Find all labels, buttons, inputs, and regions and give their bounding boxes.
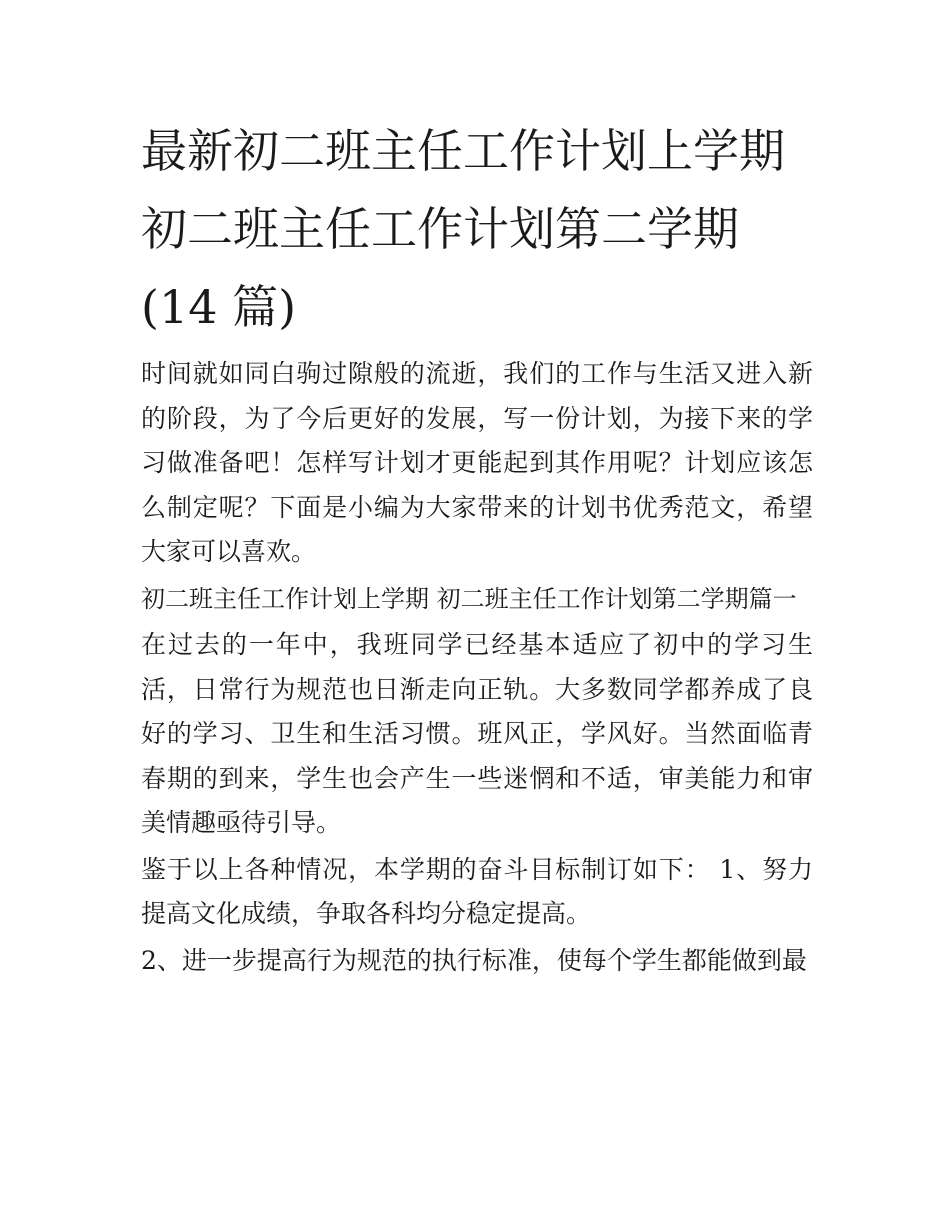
body-paragraph: 2、进一步提高行为规范的执行标准，使每个学生都能做到最 <box>141 945 807 975</box>
section-heading: 初二班主任工作计划上学期 初二班主任工作计划第二学期篇一 <box>141 584 797 613</box>
body-paragraph: 在过去的一年中，我班同学已经基本适应了初中的学习生活，日常行为规范也日渐走向正轨。大多数同学都养成了良好的学习、卫生和生活习惯。班风正，学风好。当然面临青春期的到来，学生也会产生一些迷惘和不适，审美能力和审美情趣亟待引导。 <box>141 630 813 837</box>
document-title: 最新初二班主任工作计划上学期 初二班主任工作计划第二学期(14 篇) <box>141 124 785 334</box>
document-page <box>141 112 813 985</box>
intro-paragraph: 时间就如同白驹过隙般的流逝，我们的工作与生活又进入新的阶段，为了今后更好的发展，写一份计划，为接下来的学习做准备吧！怎样写计划才更能起到其作用呢？计划应该怎么制定呢？下面是小编为大家带来的计划书优秀范文，希望大家可以喜欢。 <box>141 359 813 566</box>
body-paragraph: 鉴于以上各种情况，本学期的奋斗目标制订如下： 1、努力提高文化成绩，争取各科均分稳定提高。 <box>141 854 813 928</box>
